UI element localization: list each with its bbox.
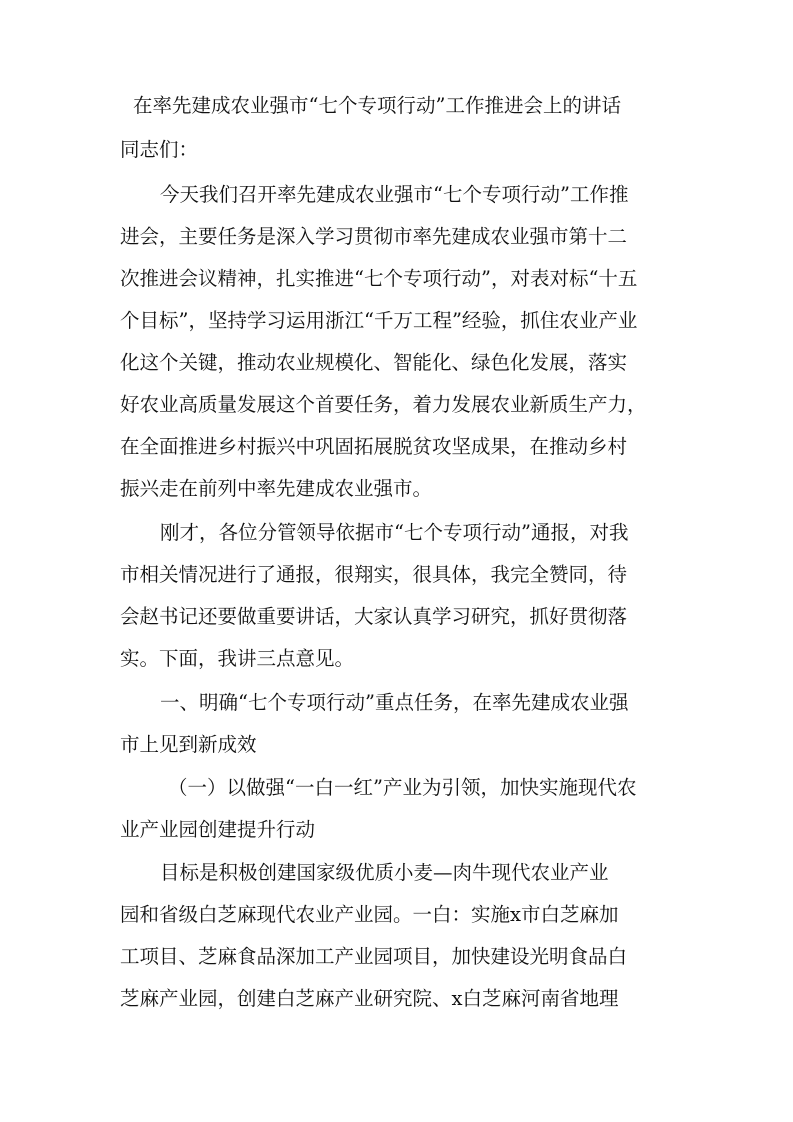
paragraph-line: 刚才，各位分管领导依据市“七个专项行动”通报，对我 [160,521,629,544]
paragraph-line: 次推进会议精神，扎实推进“七个专项行动”，对表对标“十五 [120,267,638,290]
paragraph-line: 今天我们召开率先建成农业强市“七个专项行动”工作推 [160,183,629,206]
document-title: 在率先建成农业强市“七个专项行动”工作推进会上的讲话 [133,94,621,117]
subsection-heading-line: （一）以做强“一白一红”产业为引领，加快实施现代农 [168,776,637,799]
paragraph-line: 化这个关键，推动农业规模化、智能化、绿色化发展，落实 [120,351,628,374]
section-heading-line: 市上见到新成效 [120,733,257,756]
paragraph-line: 好农业高质量发展这个首要任务，着力发展农业新质生产力， [120,393,647,416]
paragraph-line: 个目标”，坚持学习运用浙江“千万工程”经验，抓住农业产业 [120,309,638,332]
paragraph-line: 市相关情况进行了通报，很翔实，很具体，我完全赞同，待 [120,563,628,586]
paragraph-line: 园和省级白芝麻现代农业产业园。一白：实施x市白芝麻加 [120,903,619,926]
paragraph-line: 实。下面，我讲三点意见。 [120,647,355,670]
salutation: 同志们： [120,138,199,161]
section-heading-line: 一、明确“七个专项行动”重点任务，在率先建成农业强 [160,691,629,714]
paragraph-line: 芝麻产业园，创建白芝麻产业研究院、x白芝麻河南省地理 [120,987,619,1010]
paragraph-line: 工项目、芝麻食品深加工产业园项目，加快建设光明食品白 [120,945,628,968]
subsection-heading-line: 业产业园创建提升行动 [120,818,316,841]
paragraph-line: 会赵书记还要做重要讲话，大家认真学习研究，抓好贯彻落 [120,605,628,628]
paragraph-line: 振兴走在前列中率先建成农业强市。 [120,477,433,500]
paragraph-line: 进会，主要任务是深入学习贯彻市率先建成农业强市第十二 [120,225,628,248]
paragraph-line: 在全面推进乡村振兴中巩固拓展脱贫攻坚成果，在推动乡村 [120,435,628,458]
paragraph-line: 目标是积极创建国家级优质小麦—肉牛现代农业产业 [160,861,609,884]
